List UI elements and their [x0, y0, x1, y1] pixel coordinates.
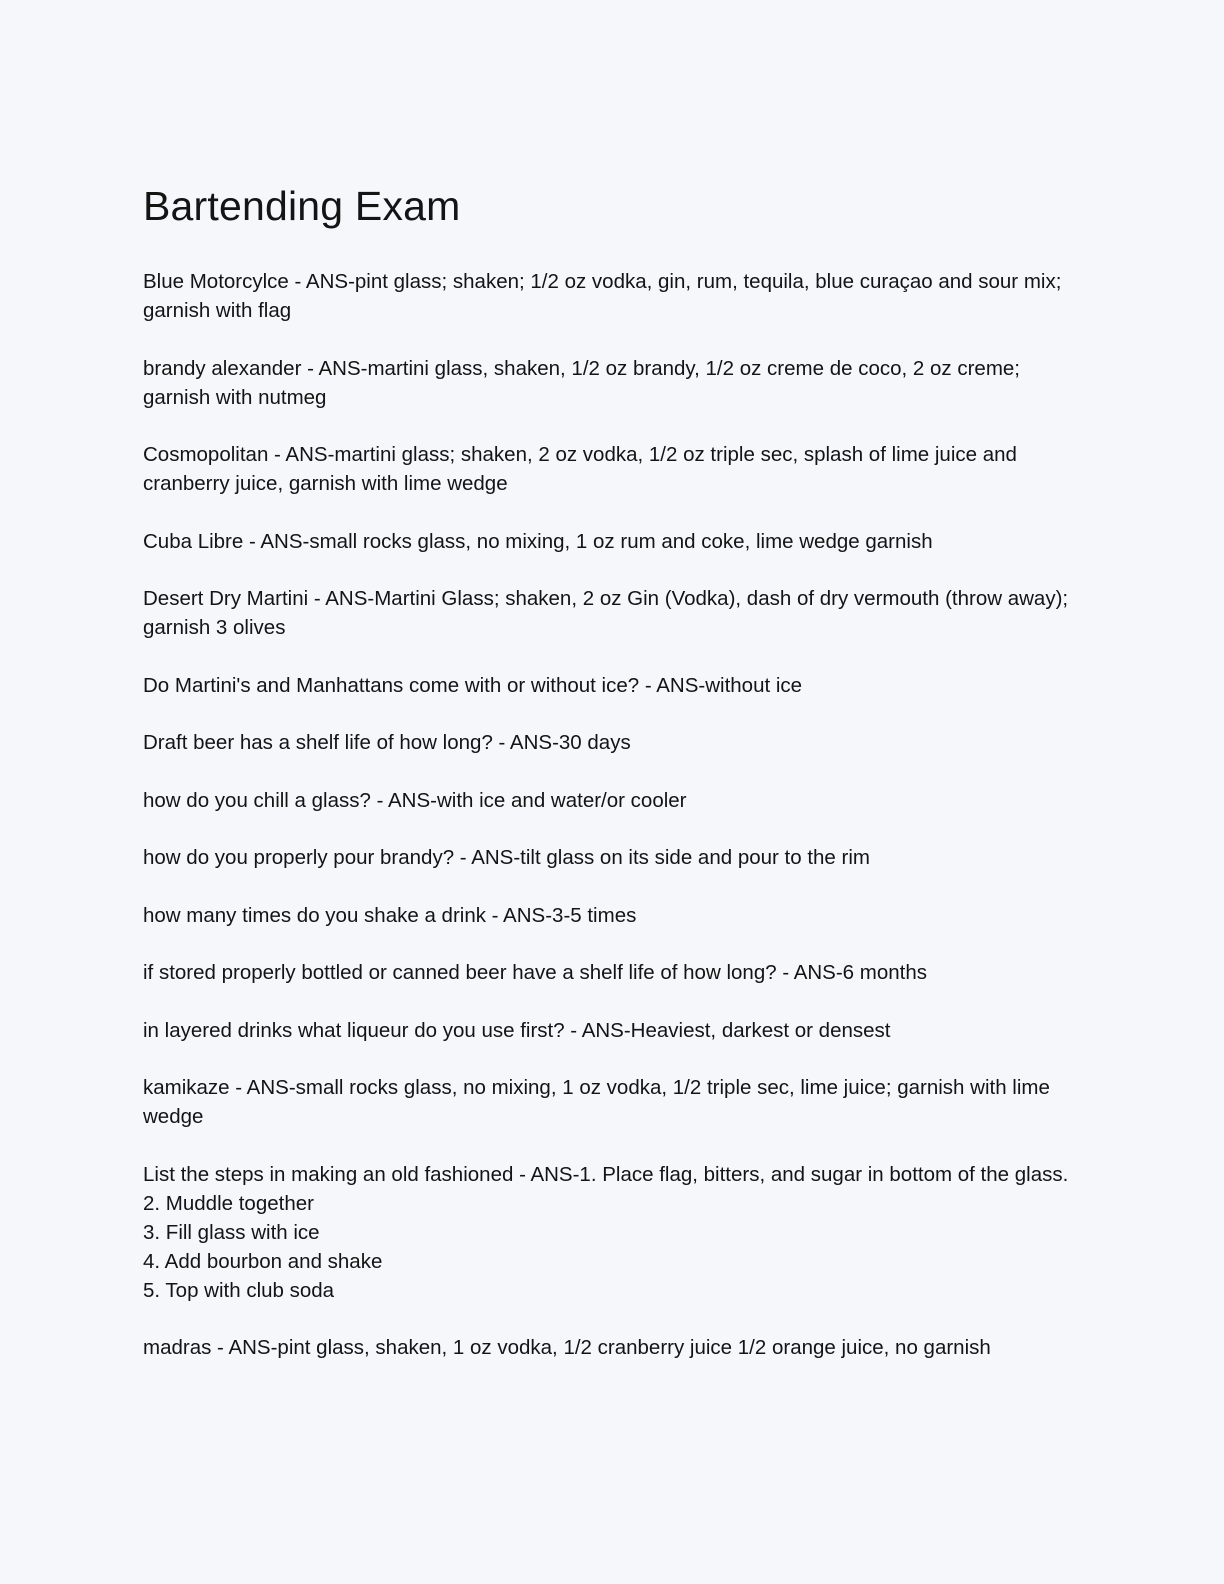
qa-entry: Cosmopolitan - ANS-martini glass; shaken, 2 oz vodka, 1/2 oz triple sec, splash of lime juice and cranberry juice, garnish with lime wedge	[143, 443, 1017, 495]
qa-entry: Do Martini's and Manhattans come with or without ice? - ANS-without ice	[143, 673, 803, 697]
qa-entry: Draft beer has a shelf life of how long? - ANS-30 days	[143, 731, 631, 754]
qa-entry: how do you chill a glass? - ANS-with ice and water/or cooler	[143, 788, 687, 812]
qa-entry: in layered drinks what liqueur do you use first? - ANS-Heaviest, darkest or densest	[143, 1018, 891, 1042]
qa-entry: Blue Motorcylce - ANS-pint glass; shaken; 1/2 oz vodka, gin, rum, tequila, blue curaçao and sour mix; garnish with flag	[143, 270, 1062, 322]
qa-entry: List the steps in making an old fashioned - ANS-1. Place flag, bitters, and sugar in bottom of the glass. 2. Muddle together 3. Fill glass with ice 4. Add bourbon and shake 5. Top with club soda	[143, 1162, 1069, 1302]
qa-entry: madras - ANS-pint glass, shaken, 1 oz vodka, 1/2 cranberry juice 1/2 orange juice, no garnish	[143, 1336, 991, 1359]
page-title: Bartending Exam	[143, 183, 461, 229]
qa-entry: Cuba Libre - ANS-small rocks glass, no mixing, 1 oz rum and coke, lime wedge garnish	[143, 529, 933, 553]
qa-entry: Desert Dry Martini - ANS-Martini Glass; shaken, 2 oz Gin (Vodka), dash of dry vermouth (throw away); garnish 3 olives	[143, 587, 1069, 639]
qa-entry: how do you properly pour brandy? - ANS-tilt glass on its side and pour to the rim	[143, 846, 870, 869]
qa-entry: brandy alexander - ANS-martini glass, shaken, 1/2 oz brandy, 1/2 oz creme de coco, 2 oz creme; garnish with nutmeg	[143, 356, 1020, 409]
qa-entry: how many times do you shake a drink - ANS-3-5 times	[143, 903, 637, 927]
qa-entry: if stored properly bottled or canned beer have a shelf life of how long? - ANS-6 months	[143, 961, 928, 984]
document-page	[143, 182, 1083, 1391]
qa-entry: kamikaze - ANS-small rocks glass, no mixing, 1 oz vodka, 1/2 triple sec, lime juice; garnish with lime wedge	[143, 1076, 1050, 1128]
